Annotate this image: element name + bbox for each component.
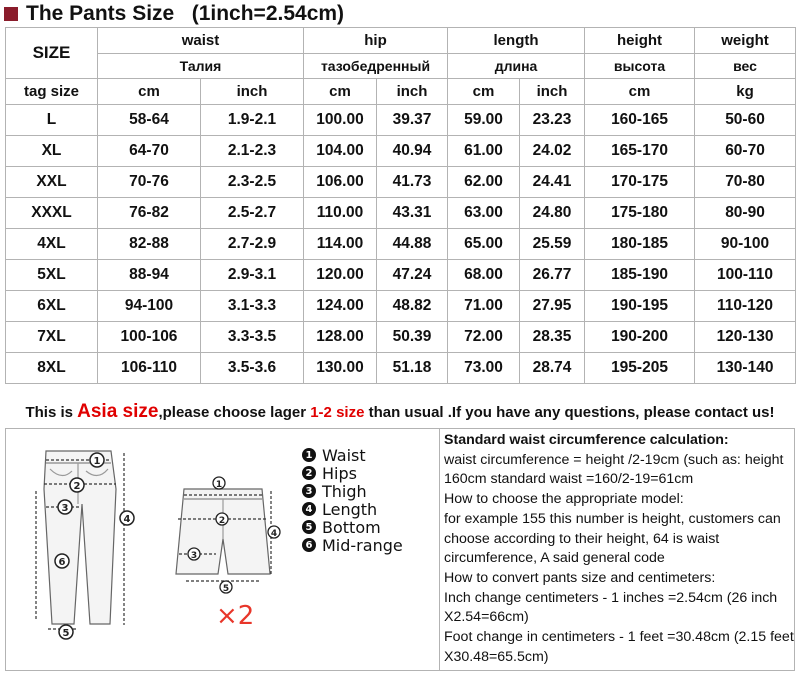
length-inch-cell: 24.41	[520, 166, 585, 197]
hip-inch-cell: 50.39	[377, 321, 448, 352]
weight-kg-cell: 130-140	[695, 352, 796, 383]
length-inch-cell: 25.59	[520, 228, 585, 259]
quantity-label: ×2	[216, 601, 255, 631]
hip-inch-cell: 51.18	[377, 352, 448, 383]
legend-label: Hips	[322, 463, 357, 483]
length-cm-cell: 63.00	[448, 197, 520, 228]
svg-text:5: 5	[222, 584, 230, 594]
info-line: How to convert pants size and centimeters:	[444, 569, 716, 586]
waist-cm-cell: 70-76	[98, 166, 201, 197]
note-text: ,please choose lager	[158, 404, 311, 421]
title-bar	[0, 0, 800, 28]
waist-cm-cell: 82-88	[98, 228, 201, 259]
number-badge-icon: 2	[302, 466, 316, 480]
waist-inch-cell: 2.7-2.9	[201, 228, 304, 259]
height-cm-cell: 165-170	[585, 135, 695, 166]
length-inch-cell: 26.77	[520, 259, 585, 290]
waist-calculation-info	[444, 431, 794, 667]
panel-divider	[439, 429, 440, 670]
hip-inch-cell: 47.24	[377, 259, 448, 290]
weight-kg-cell: 110-120	[695, 290, 796, 321]
svg-text:5: 5	[62, 628, 70, 639]
info-lines	[444, 451, 794, 668]
height-cm-cell: 185-190	[585, 259, 695, 290]
length-header-ru: длина	[448, 53, 585, 79]
hip-cm-cell: 124.00	[304, 290, 377, 321]
number-badge-icon: 4	[302, 502, 316, 516]
hip-inch-cell: 39.37	[377, 104, 448, 135]
waist-inch-cell: 2.5-2.7	[201, 197, 304, 228]
number-badge-icon: 5	[302, 520, 316, 534]
length-cm-cell: 72.00	[448, 321, 520, 352]
asia-size-note	[0, 401, 800, 423]
unit-cell: cm	[98, 79, 201, 105]
hip-inch-cell: 44.88	[377, 228, 448, 259]
table-row	[6, 352, 796, 383]
waist-header-ru: Талия	[98, 53, 304, 79]
tag-size-cell: XXXL	[6, 197, 98, 228]
length-inch-cell: 28.74	[520, 352, 585, 383]
tag-size-cell: 6XL	[6, 290, 98, 321]
waist-cm-cell: 94-100	[98, 290, 201, 321]
height-cm-cell: 190-195	[585, 290, 695, 321]
height-cm-cell: 160-165	[585, 104, 695, 135]
legend-item	[302, 482, 403, 500]
measurement-guide-panel	[5, 428, 795, 671]
tag-size-cell: 8XL	[6, 352, 98, 383]
weight-kg-cell: 50-60	[695, 104, 796, 135]
size-header: SIZE	[6, 28, 98, 79]
hip-cm-cell: 114.00	[304, 228, 377, 259]
asia-size-highlight: Asia size	[77, 401, 159, 422]
waist-cm-cell: 106-110	[98, 352, 201, 383]
tag-size-cell: 5XL	[6, 259, 98, 290]
unit-cell: cm	[304, 79, 377, 105]
weight-header: weight	[695, 28, 796, 54]
number-badge-icon: 1	[302, 448, 316, 462]
length-inch-cell: 24.02	[520, 135, 585, 166]
height-cm-cell: 170-175	[585, 166, 695, 197]
height-header: height	[585, 28, 695, 54]
hip-cm-cell: 106.00	[304, 166, 377, 197]
waist-header: waist	[98, 28, 304, 54]
hip-cm-cell: 130.00	[304, 352, 377, 383]
hip-inch-cell: 40.94	[377, 135, 448, 166]
tag-size-cell: XL	[6, 135, 98, 166]
tag-size-cell: 4XL	[6, 228, 98, 259]
length-cm-cell: 62.00	[448, 166, 520, 197]
weight-kg-cell: 70-80	[695, 166, 796, 197]
weight-kg-cell: 60-70	[695, 135, 796, 166]
legend-label: Bottom	[322, 517, 381, 537]
shorts-drawing	[176, 489, 270, 574]
info-line: for example 155 this number is height, customers can choose according to their height, 64 is waist circumference, A said general code	[444, 510, 781, 567]
size-chart-table	[5, 27, 796, 384]
weight-kg-cell: 90-100	[695, 228, 796, 259]
hip-cm-cell: 120.00	[304, 259, 377, 290]
svg-text:3: 3	[61, 503, 69, 514]
table-row	[6, 259, 796, 290]
legend-item	[302, 464, 403, 482]
svg-text:4: 4	[123, 514, 131, 525]
table-row	[6, 290, 796, 321]
weight-kg-cell: 100-110	[695, 259, 796, 290]
hip-inch-cell: 48.82	[377, 290, 448, 321]
length-cm-cell: 61.00	[448, 135, 520, 166]
length-inch-cell: 23.23	[520, 104, 585, 135]
height-cm-cell: 180-185	[585, 228, 695, 259]
info-line: Inch change centimeters - 1 inches =2.54cm (26 inch X2.54=66cm)	[444, 589, 778, 626]
weight-kg-cell: 120-130	[695, 321, 796, 352]
table-row	[6, 197, 796, 228]
waist-cm-cell: 58-64	[98, 104, 201, 135]
svg-text:2: 2	[218, 516, 226, 526]
waist-cm-cell: 100-106	[98, 321, 201, 352]
length-inch-cell: 28.35	[520, 321, 585, 352]
height-cm-cell: 175-180	[585, 197, 695, 228]
tag-size-cell: 7XL	[6, 321, 98, 352]
hip-cm-cell: 100.00	[304, 104, 377, 135]
title-marker-square	[4, 7, 18, 21]
svg-text:1: 1	[93, 456, 101, 467]
legend-item	[302, 536, 403, 554]
header-row-groups	[6, 28, 796, 54]
info-heading: Standard waist circumference calculation:	[444, 432, 729, 448]
hip-cm-cell: 128.00	[304, 321, 377, 352]
svg-text:2: 2	[73, 481, 81, 492]
hip-cm-cell: 110.00	[304, 197, 377, 228]
length-cm-cell: 73.00	[448, 352, 520, 383]
legend-item	[302, 500, 403, 518]
long-pants-drawing	[44, 451, 116, 624]
size-range-highlight: 1-2 size	[310, 404, 365, 421]
svg-text:4: 4	[270, 529, 278, 539]
svg-text:1: 1	[215, 480, 223, 490]
header-row-units	[6, 79, 796, 105]
note-text: This is	[25, 404, 78, 421]
waist-inch-cell: 2.3-2.5	[201, 166, 304, 197]
waist-cm-cell: 88-94	[98, 259, 201, 290]
waist-cm-cell: 64-70	[98, 135, 201, 166]
waist-inch-cell: 3.3-3.5	[201, 321, 304, 352]
unit-cell: inch	[520, 79, 585, 105]
table-row	[6, 228, 796, 259]
weight-header-ru: вес	[695, 53, 796, 79]
table-row	[6, 166, 796, 197]
size-table-body	[6, 104, 796, 383]
svg-text:6: 6	[58, 557, 66, 568]
tag-size-cell: L	[6, 104, 98, 135]
height-cm-cell: 190-200	[585, 321, 695, 352]
length-inch-cell: 27.95	[520, 290, 585, 321]
hip-inch-cell: 43.31	[377, 197, 448, 228]
header-row-russian	[6, 53, 796, 79]
length-cm-cell: 59.00	[448, 104, 520, 135]
legend-item	[302, 518, 403, 536]
number-badge-icon: 3	[302, 484, 316, 498]
measurement-illustration	[6, 429, 439, 672]
height-cm-cell: 195-205	[585, 352, 695, 383]
length-cm-cell: 71.00	[448, 290, 520, 321]
table-row	[6, 104, 796, 135]
hip-header-ru: тазобедренный	[304, 53, 448, 79]
measurement-legend	[302, 446, 403, 554]
waist-inch-cell: 2.1-2.3	[201, 135, 304, 166]
hip-cm-cell: 104.00	[304, 135, 377, 166]
length-cm-cell: 65.00	[448, 228, 520, 259]
hip-inch-cell: 41.73	[377, 166, 448, 197]
unit-cell: inch	[377, 79, 448, 105]
legend-label: Waist	[322, 445, 366, 465]
legend-label: Thigh	[322, 481, 367, 501]
unit-cell: inch	[201, 79, 304, 105]
unit-cell: cm	[585, 79, 695, 105]
waist-inch-cell: 3.1-3.3	[201, 290, 304, 321]
waist-cm-cell: 76-82	[98, 197, 201, 228]
waist-inch-cell: 2.9-3.1	[201, 259, 304, 290]
waist-inch-cell: 1.9-2.1	[201, 104, 304, 135]
weight-kg-cell: 80-90	[695, 197, 796, 228]
info-line: Foot change in centimeters - 1 feet =30.48cm (2.15 feet X30.48=65.5cm)	[444, 629, 794, 665]
unit-cell: cm	[448, 79, 520, 105]
hip-header: hip	[304, 28, 448, 54]
table-row	[6, 135, 796, 166]
info-line: waist circumference = height /2-19cm (such as: height 160cm standard waist =160/2-19=61cm	[444, 451, 784, 488]
info-line: How to choose the appropriate model:	[444, 491, 684, 508]
number-badge-icon: 6	[302, 538, 316, 552]
legend-label: Length	[322, 499, 378, 519]
height-header-ru: высота	[585, 53, 695, 79]
tag-size-header: tag size	[6, 79, 98, 105]
length-header: length	[448, 28, 585, 54]
page-title: The Pants Size (1inch=2.54cm)	[26, 2, 345, 25]
waist-inch-cell: 3.5-3.6	[201, 352, 304, 383]
svg-text:3: 3	[190, 551, 198, 561]
length-cm-cell: 68.00	[448, 259, 520, 290]
legend-item	[302, 446, 403, 464]
tag-size-cell: XXL	[6, 166, 98, 197]
length-inch-cell: 24.80	[520, 197, 585, 228]
table-row	[6, 321, 796, 352]
unit-cell: kg	[695, 79, 796, 105]
note-text: than usual .If you have any questions, please contact us!	[364, 404, 775, 421]
legend-label: Mid-range	[322, 535, 403, 555]
